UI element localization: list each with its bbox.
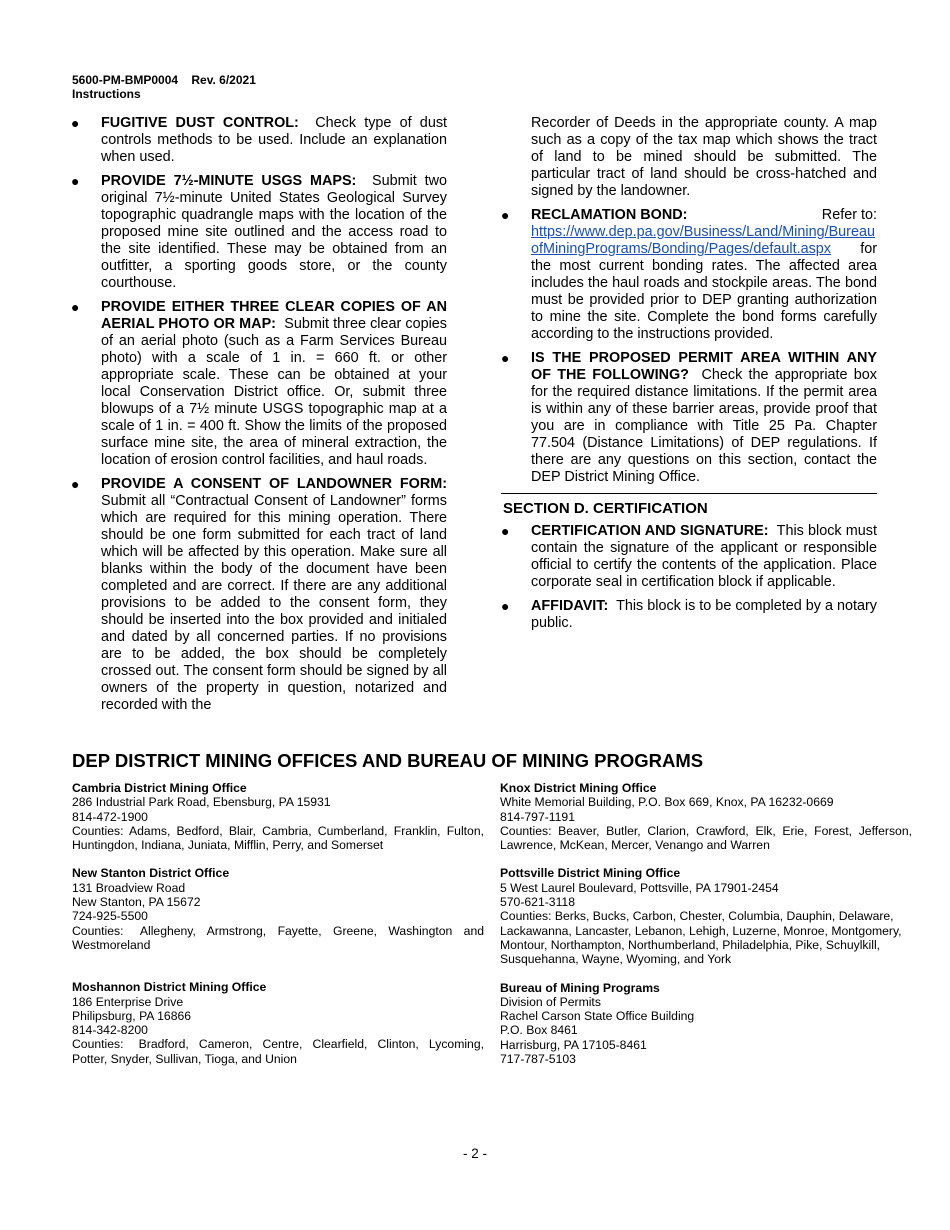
office-line: Division of Permits <box>500 994 601 1009</box>
office-knox <box>500 781 912 852</box>
office-line: New Stanton, PA 15672 <box>72 895 201 910</box>
bonding-link[interactable]: https://www.dep.pa.gov/Business/Land/Mining/BureauofMiningPrograms/Bonding/Pages/default.aspx <box>531 224 875 257</box>
bullet-icon: ● <box>71 299 80 315</box>
page-number: - 2 - <box>462 1146 487 1161</box>
office-name: Pottsville District Mining Office <box>500 866 681 881</box>
office-line: Harrisburg, PA 17105-8461 <box>500 1037 647 1052</box>
refer-label: Refer to: <box>821 207 877 223</box>
office-line: 814-472-1900 <box>72 809 148 824</box>
office-cambria <box>72 781 484 852</box>
office-line: Rachel Carson State Office Building <box>500 1009 695 1024</box>
bullet-icon: ● <box>501 207 510 223</box>
bullet-permit-area <box>501 350 877 486</box>
office-counties: Counties: Adams, Bedford, Blair, Cambria, Cumberland, Franklin, Fulton, Huntingdon, Indiana, Juniata, Mifflin, Perry, and Somerset <box>72 823 484 853</box>
bullet-text: This block must contain the signature of the applicant or responsible official to certify the contents of the application. Place corporate seal in certification block if applicable. <box>531 523 877 590</box>
office-name: Knox District Mining Office <box>500 781 657 795</box>
bullet-text: Submit two original 7½-minute United States Geological Survey topographic quadrangle maps with the location of the proposed mine site outlined and the access road to the site identified. These may be obtained from an outfitter, a sporting goods store, or the county courthouse. <box>101 173 448 291</box>
continuation-text: Recorder of Deeds in the appropriate county. A map such as a copy of the tax map which shows the tract of land to be mined should be submitted. The particular tract of land should be cross-hatched and signed by the landowner. <box>531 115 877 199</box>
bullet-reclamation-bond <box>501 207 877 343</box>
bullet-title: IS THE PROPOSED PERMIT AREA WITHIN ANY OF THE FOLLOWING? <box>531 350 877 383</box>
bullet-consent-landowner <box>71 476 447 714</box>
office-line: 286 Industrial Park Road, Ebensburg, PA 15931 <box>72 795 331 810</box>
office-line: 814-342-8200 <box>72 1023 148 1038</box>
office-line: 5 West Laurel Boulevard, Pottsville, PA 17901-2454 <box>500 880 779 895</box>
bullet-title: PROVIDE A CONSENT OF LANDOWNER FORM: <box>101 476 447 492</box>
office-moshannon <box>72 980 488 1066</box>
office-counties: Counties: Berks, Bucks, Carbon, Chester, Columbia, Dauphin, Delaware, Lackawanna, Lancaster, Lebanon, Lehigh, Luzerne, Monroe, Montgomery, Montour, Northampton, Northumberland, Philadelphia, Pike, Schuylkill, Susquehanna, Wayne, Wyoming, and York <box>500 909 902 967</box>
bullet-text: Check type of dust controls methods to be used. Include an explanation when used. <box>101 115 448 165</box>
bullet-title: PROVIDE 7½-MINUTE USGS MAPS: <box>101 173 357 189</box>
bullet-text: Check the appropriate box for the required distance limitations. If the permit area is within any of these barrier areas, provide proof that you are in compliance with Title 25 Pa. Chapter 77.504 (Distance Limitations) of DEP regulations. If there are any questions on this section, contact the DEP District Mining Office. <box>531 367 878 485</box>
bullet-icon: ● <box>71 115 80 131</box>
section-divider <box>501 493 877 494</box>
bullet-title: CERTIFICATION AND SIGNATURE: <box>531 523 769 539</box>
office-line: 186 Enterprise Drive <box>72 994 184 1009</box>
bullet-certification <box>501 523 877 591</box>
document-header <box>72 73 256 101</box>
bullet-icon: ● <box>501 523 510 539</box>
offices-right-column <box>500 781 912 1080</box>
office-name: New Stanton District Office <box>72 866 230 881</box>
office-pottsville <box>500 866 912 966</box>
bullet-fugitive-dust <box>71 115 447 166</box>
offices-heading: DEP DISTRICT MINING OFFICES AND BUREAU OF MINING PROGRAMS <box>72 750 704 771</box>
office-line: 814-797-1191 <box>500 809 575 824</box>
bullet-aerial-photo <box>71 299 447 469</box>
bullet-text: This block is to be completed by a notary public. <box>531 598 877 631</box>
office-counties: Counties: Bradford, Cameron, Centre, Clearfield, Clinton, Lycoming, Potter, Snyder, Sullivan, Tioga, and Union <box>72 1037 488 1066</box>
bullet-title: FUGITIVE DUST CONTROL: <box>101 115 299 131</box>
office-line: 724-925-5500 <box>72 909 148 924</box>
office-name: Moshannon District Mining Office <box>72 980 267 995</box>
bullet-affidavit <box>501 598 877 632</box>
office-name: Cambria District Mining Office <box>72 781 247 795</box>
bullet-title: PROVIDE EITHER THREE CLEAR COPIES OF AN AERIAL PHOTO OR MAP: <box>101 299 447 332</box>
header-subtitle: Instructions <box>72 87 141 101</box>
office-line: 570-621-3118 <box>500 895 575 910</box>
office-counties: Counties: Allegheny, Armstrong, Fayette, Greene, Washington and Westmoreland <box>72 923 488 952</box>
office-line: 131 Broadview Road <box>72 880 186 895</box>
bullet-usgs-maps <box>71 173 447 292</box>
office-bureau <box>500 981 912 1067</box>
office-new-stanton <box>72 866 488 952</box>
bullet-icon: ● <box>501 350 510 366</box>
left-column <box>71 115 447 721</box>
office-name: Bureau of Mining Programs <box>500 980 660 995</box>
bullet-title: AFFIDAVIT: <box>531 598 609 614</box>
office-counties: Counties: Beaver, Butler, Clarion, Crawford, Elk, Erie, Forest, Jefferson, Lawrence, McKean, Mercer, Venango and Warren <box>500 823 912 853</box>
section-d-title: SECTION D. CERTIFICATION <box>503 500 708 517</box>
office-line: Philipsburg, PA 16866 <box>72 1008 192 1023</box>
offices-left-column <box>72 781 488 1080</box>
office-line: 717-787-5103 <box>500 1052 576 1067</box>
right-column <box>501 115 877 639</box>
office-line: P.O. Box 8461 <box>500 1023 578 1038</box>
bullet-icon: ● <box>71 476 80 492</box>
form-id: 5600-PM-BMP0004 Rev. 6/2021 <box>72 73 256 87</box>
bullet-text: for the most current bonding rates. The affected area includes the haul roads and stockpile areas. The bond must be provided prior to DEP granting authorization to mine the site. Complete the bond forms carefully according to the instructions provided. <box>531 241 877 342</box>
bullet-icon: ● <box>71 173 80 189</box>
bullet-icon: ● <box>501 598 510 614</box>
office-line: White Memorial Building, P.O. Box 669, Knox, PA 16232-0669 <box>500 795 834 810</box>
bullet-text: Submit all “Contractual Consent of Landowner” forms which are required for this mining operation. There should be one form submitted for each tract of land which will be affected by this operation. Make sure all blanks within the body of the document have been completed and are correct. If there are any additional provisions to be added to the consent form, they should be inserted into the box provided and initialed and dated by all concerned parties. If no provisions are to be added, the box should be completely crossed out. The consent form should be signed by all owners of the property in question, notarized and recorded with the <box>101 493 447 713</box>
bullet-title: RECLAMATION BOND: <box>531 207 688 223</box>
bullet-text: Submit three clear copies of an aerial photo (such as a Farm Services Bureau photo) with a scale of 1 in. = 660 ft. or other appropriate scale. These can be obtained at your local Conservation District office. Or, submit three blowups of a 7½ minute USGS topographic map at a scale of 1 in. = 400 ft. Show the limits of the proposed surface mine site, the area of mineral extraction, the location of erosion control facilities, and haul roads. <box>101 316 447 468</box>
